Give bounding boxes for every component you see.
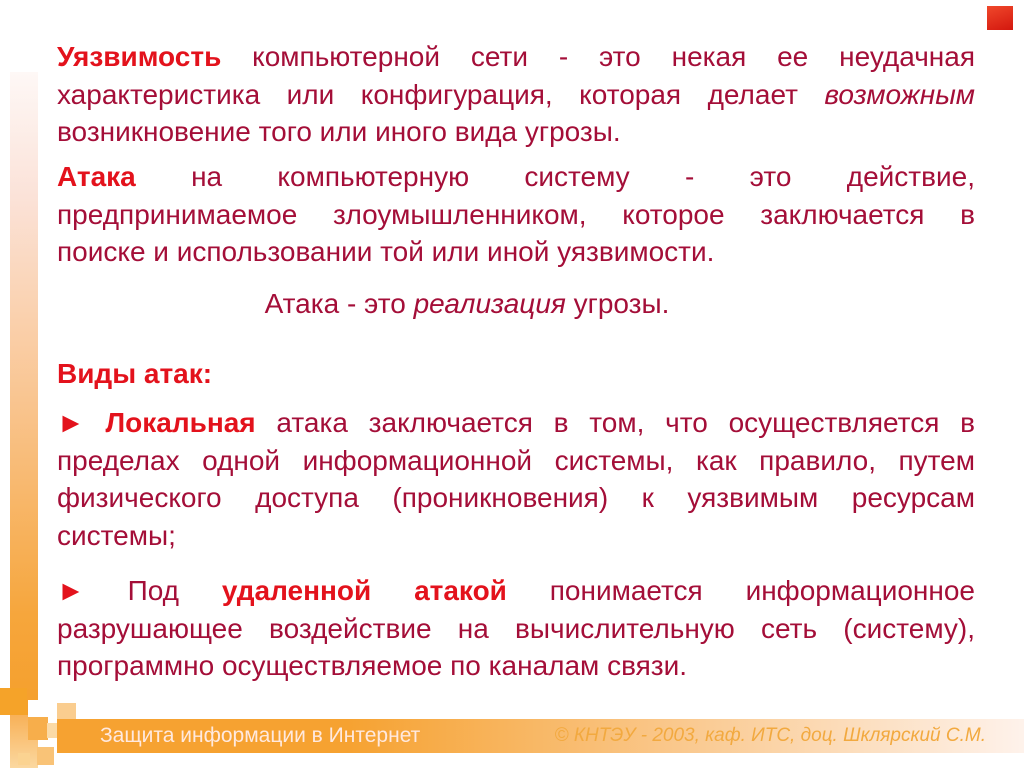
attack-realization-line: Атака - это реализация угрозы. <box>264 288 670 319</box>
def-vulnerability: Уязвимость компьютерной сети - это некая ее неудачная характеристика или конфигурация, которая делает возможным возникновение того или иного вида угрозы. <box>57 41 975 147</box>
local-attack-item: ► Локальная атака заключается в том, что осуществляется в пределах одной информационной системы, как правило, путем физического доступа (проникновения) к уязвимым ресурсам системы; <box>57 407 976 551</box>
footer-bar <box>57 719 1024 753</box>
footer-title: Защита информации в Интернет <box>100 724 421 747</box>
remote-attack-item: ► Под удаленной атакой понимается информационное разрушающее воздействие на вычислительную сеть (систему), программно осуществляемое по каналам связи. <box>57 575 976 681</box>
footer-credit: © КНТЭУ - 2003, каф. ИТС, доц. Шклярский С.М. <box>554 725 986 746</box>
attack-types-heading: Виды атак: <box>57 358 213 389</box>
def-attack: Атака на компьютерную систему - это действие, предпринимаемое злоумышленником, которое заключается в поиске и использовании той или иной уязвимости. <box>57 161 975 267</box>
